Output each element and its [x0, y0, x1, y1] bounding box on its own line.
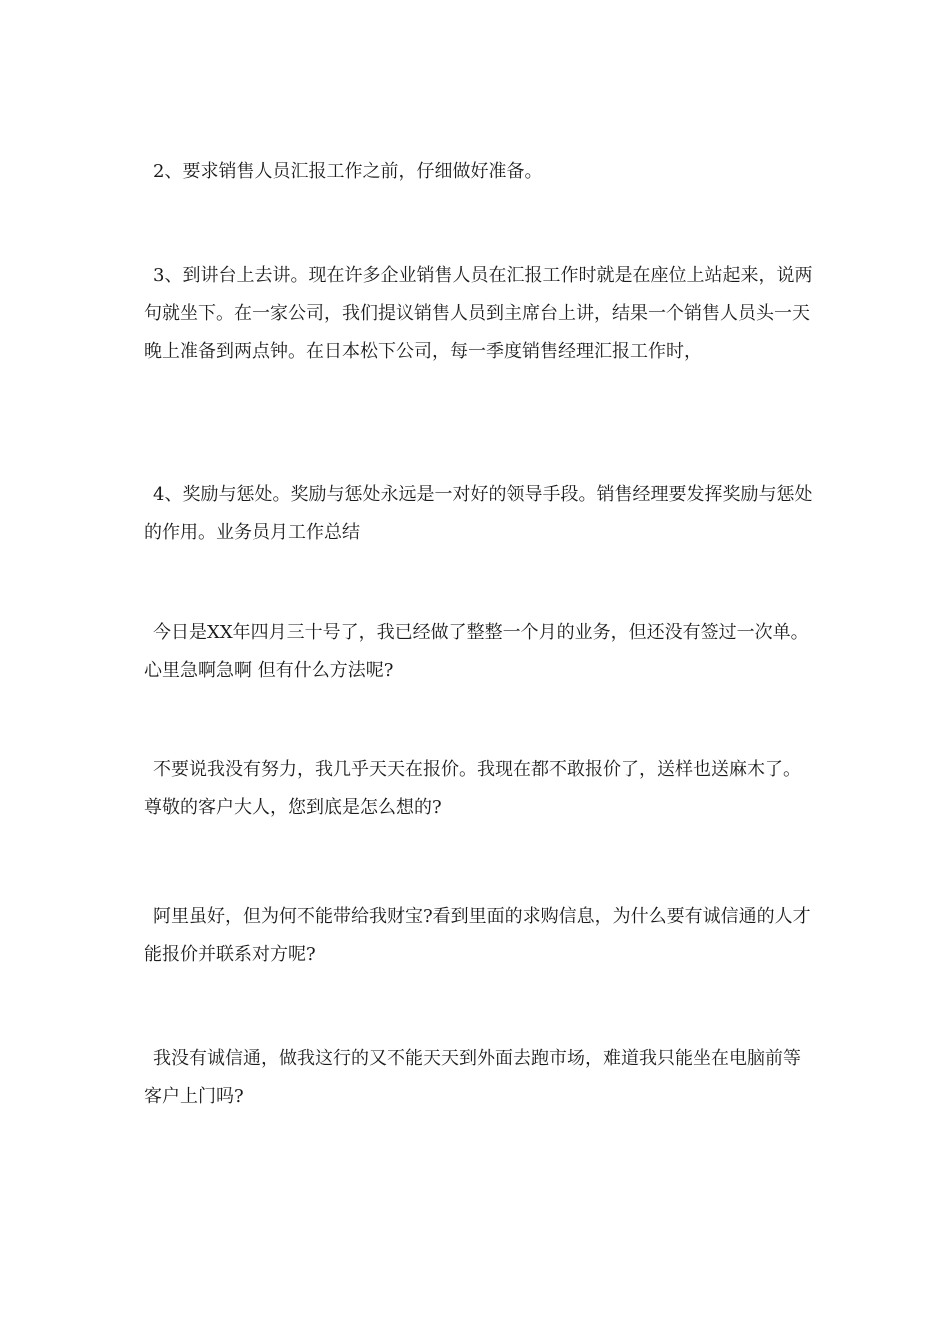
- paragraph-item-3: 3、到讲台上去讲。现在许多企业销售人员在汇报工作时就是在座位上站起来，说两句就坐下。在一家公司，我们提议销售人员到主席台上讲，结果一个销售人员头一天晚上准备到两点钟。在日本松下公司，每一季度销售经理汇报工作时，: [144, 265, 813, 362]
- paragraph-item-4: 4、奖励与惩处。奖励与惩处永远是一对好的领导手段。销售经理要发挥奖励与惩处的作用。业务员月工作总结: [144, 484, 813, 543]
- paragraph-item-2: 2、要求销售人员汇报工作之前，仔细做好准备。: [153, 161, 543, 182]
- paragraph-work-summary-2: 不要说我没有努力，我几乎天天在报价。我现在都不敢报价了，送样也送麻木了。尊敬的客户大人，您到底是怎么想的?: [144, 759, 801, 818]
- paragraph-work-summary-3: 阿里虽好，但为何不能带给我财宝?看到里面的求购信息，为什么要有诚信通的人才能报价并联系对方呢?: [144, 906, 811, 965]
- paragraph-work-summary-4: 我没有诚信通，做我这行的又不能天天到外面去跑市场，难道我只能坐在电脑前等客户上门吗?: [144, 1048, 801, 1107]
- paragraph-work-summary-1: 今日是XX年四月三十号了，我已经做了整整一个月的业务，但还没有签过一次单。心里急啊急啊 但有什么方法呢?: [144, 622, 809, 681]
